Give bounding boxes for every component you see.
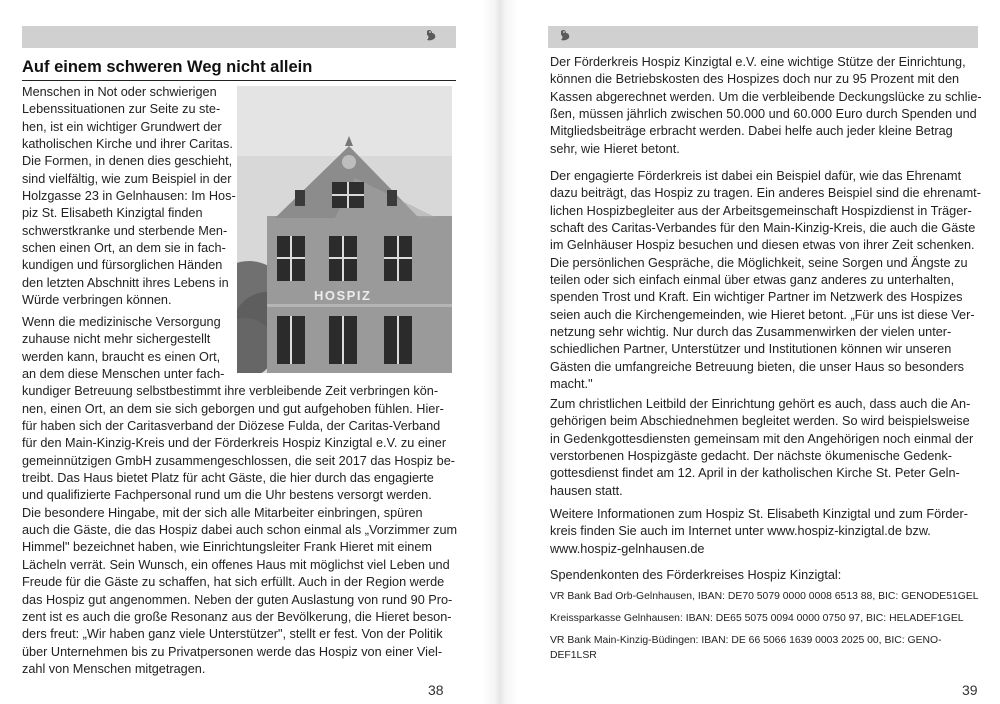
header-bar [22, 26, 456, 48]
text-line: dazu beiträgt, das Hospiz zu tragen. Ein anderes Beispiel sind die ehrenamt- [550, 186, 981, 201]
text-line: treibt. Das Haus bietet Platz für acht Gäste, die hier durch das engagierte [22, 471, 434, 486]
text-line: schiedlichen Partner, Unterstützer und Institutionen können wir unseren [550, 342, 952, 357]
text-line: Der Förderkreis Hospiz Kinzigtal e.V. eine wichtige Stütze der Einrichtung, [550, 55, 966, 69]
bank-account-kreissparkasse [550, 611, 964, 626]
intro-paragraph [22, 84, 236, 309]
text-line: über Unternehmen bis zu Privatpersonen werde das Hospiz von einer Viel- [22, 644, 443, 659]
text-line: an dem diese Menschen unter fach- [22, 367, 225, 382]
text-line: katholischen Kirche und ihrer Caritas. [22, 137, 233, 152]
text-line: das Hospiz gut angenommen. Neben der guten Auslastung von rund 90 Pro- [22, 592, 453, 607]
text-line: Lebenssituationen zur Seite zu ste- [22, 102, 221, 117]
paragraph-foerderkreis [550, 54, 982, 158]
text-line: ders freut: „Wir haben ganz viele Unterstützer", stellt er fest. Von der Politik [22, 627, 443, 642]
text-line: werden kann, braucht es einen Ort, [22, 349, 221, 364]
right-page [518, 0, 1000, 704]
text-line: für den Main-Kinzig-Kreis und der Förderkreis Hospiz Kinzigtal e.V. zu einer [22, 436, 447, 451]
text-line: Der engagierte Förderkreis ist dabei ein Beispiel dafür, wie das Ehrenamt [550, 169, 962, 183]
text-line: gemeinnützigen GmbH zusammengeschlossen, die seit 2017 das Hospiz be- [22, 453, 456, 468]
text-line: ßen, müssen jährlich zwischen 50.000 und 60.000 Euro durch Spenden und [550, 107, 977, 122]
text-line: in Gedenkgottesdiensten gemeinsam mit den Angehörigen noch einmal der [550, 431, 974, 446]
paragraph-ehrenamt [550, 168, 981, 393]
text-line: Himmel" bezeichnet haben, wie Einrichtungsleiter Frank Hieret mit einem [22, 540, 432, 555]
text-line: lichen Hospizbegleiter aus der Arbeitsgemeinschaft Hospizdienst in Träger- [550, 203, 972, 218]
text-line: Freude für die Gäste zu schaffen, hat sich erfüllt. Auch in der Region werde [22, 575, 445, 590]
text-line: piz St. Elisabeth Kinzigtal finden [22, 206, 203, 221]
text-line: schen einen Ort, an dem sie in fach- [22, 241, 226, 256]
article-title: Auf einem schweren Weg nicht allein [22, 58, 313, 76]
text-line: auch die Gäste, die das Hospiz dabei auch schon einmal als „Vorzimmer zum [22, 523, 458, 538]
header-bar [548, 26, 978, 48]
page-number: 39 [962, 682, 978, 698]
text-line: für haben sich der Caritasverband der Diözese Fulda, der Caritas-Verband [22, 419, 441, 434]
text-line: Holzgasse 23 in Gelnhausen: Im Hos- [22, 189, 236, 204]
account-line: Kreissparkasse Gelnhausen: IBAN: DE65 5075 0094 0000 0750 97, BIC: HELADEF1GEL [550, 613, 964, 624]
text-line: Kassen abgerechnet werden. Um die verbleibende Deckungslücke zu schlie- [550, 89, 982, 104]
title-rule [22, 80, 456, 81]
text-line: im Gelnhäuser Hospiz besuchen und diesen etwas von ihrer Zeit schenken. [550, 238, 975, 253]
account-line: VR Bank Main-Kinzig-Büdingen: IBAN: DE 66 5066 1639 0003 2025 00, BIC: GENO- [550, 635, 942, 646]
text-line: Würde verbringen können. [22, 293, 172, 308]
text-line: sind vielfältig, wie zum Beispiel in der [22, 171, 232, 186]
dove-emblem-icon [424, 28, 438, 44]
text-line: Mitgliedsbeiträge erbracht werden. Dabei helfe auch jeder kleine Betrag [550, 124, 953, 139]
text-line: können die Betriebskosten des Hospizes doch nur zu 95 Prozent mit den [550, 72, 960, 87]
account-line: DEF1LSR [550, 650, 597, 661]
text-line: gottesdienst findet am 12. April in der katholischen Kirche St. Peter Geln- [550, 466, 960, 481]
text-line: macht." [550, 377, 593, 392]
page-number: 38 [428, 682, 444, 698]
left-page [0, 0, 482, 704]
text-line: kreis finden Sie auch im Internet unter www.hospiz-kinzigtal.de bzw. [550, 524, 931, 539]
text-line: Die persönlichen Gespräche, die Möglichkeit, seine Sorgen und Ängste zu [550, 255, 968, 270]
text-line: Wenn die medizinische Versorgung [22, 315, 221, 329]
text-line: nen, einen Ort, an dem sie sich geborgen und gut aufgehoben fühlen. Hier- [22, 401, 444, 416]
text-line: spenden Trost und Kraft. Ein wichtiger Partner im Netzwerk des Hospizes [550, 290, 963, 305]
text-line: kundigen und fürsorglichen Händen [22, 258, 223, 273]
book-gutter [482, 0, 518, 704]
paragraph-gedenkgottesdienst [550, 396, 973, 500]
text-line: netzung sehr wichtig. Nur durch das Zusammenwirken der vielen unter- [550, 325, 952, 340]
text-line: schwerstkranke und sterbende Men- [22, 223, 228, 238]
text-line: den letzten Abschnitt ihres Lebens in [22, 275, 229, 290]
text-line: zahl von Menschen mitgetragen. [22, 661, 206, 676]
paragraph-weitere-informationen [550, 506, 968, 558]
account-line: VR Bank Bad Orb-Gelnhausen, IBAN: DE70 5079 0000 0008 6513 88, BIC: GENODE51GEL [550, 591, 979, 602]
text-line: Weitere Informationen zum Hospiz St. Elisabeth Kinzigtal und zum Förder- [550, 507, 968, 521]
bank-account-vr-bank-main-kinzig [550, 633, 942, 663]
text-line: Die Formen, in denen dies geschieht, [22, 154, 233, 169]
text-line: kundiger Betreuung selbstbestimmt ihre verbleibende Zeit verbringen kön- [22, 384, 439, 399]
bank-account-vr-bank-bad-orb [550, 589, 979, 604]
text-line: sehr, wie Hieret betont. [550, 141, 680, 156]
dove-emblem-icon [558, 28, 572, 44]
text-line: www.hospiz-gelnhausen.de [550, 541, 705, 556]
text-line: zuhause nicht mehr sichergestellt [22, 332, 211, 347]
text-line: Zum christlichen Leitbild der Einrichtung gehört es auch, dass auch die An- [550, 397, 971, 411]
text-line: verstorbenen Hospizgäste gedacht. Der nächste ökumenische Gedenk- [550, 449, 952, 464]
text-line: gehörigen beim Abschiednehmen begleitet werden. So wird beispielsweise [550, 414, 970, 429]
text-line: Lächeln verrät. Sein Wunsch, ein offenes Haus mit möglichst viel Leben und [22, 557, 450, 572]
text-line: hen, ist ein wichtiger Grundwert der [22, 119, 222, 134]
text-line: Menschen in Not oder schwierigen [22, 85, 217, 99]
text-line: und qualifizierte Fachpersonal rund um die Uhr bestens versorgt werden. [22, 488, 432, 503]
text-line: Die besondere Hingabe, mit der sich alle Mitarbeiter einbringen, spüren [22, 505, 423, 520]
text-line: teilen oder sich einfach einmal über etwas ganz anderes zu unterhalten, [550, 273, 955, 288]
hospiz-sign: HOSPIZ [314, 288, 372, 303]
accounts-heading: Spendenkonten des Förderkreises Hospiz Kinzigtal: [550, 568, 842, 582]
text-line: Gästen die umfangreiche Betreuung bieten, die unser Haus so besonders [550, 359, 965, 374]
text-line: hausen statt. [550, 483, 623, 498]
text-line: seien auch die Kirchengemeinden, wie Hieret betont. „Für uns ist diese Ver- [550, 307, 975, 322]
text-line: zent ist es auch die große Resonanz aus der Bevölkerung, die Hieret beson- [22, 609, 452, 624]
hospiz-building-photo [237, 86, 452, 373]
text-line: schaft des Caritas-Verbandes für den Main-Kinzig-Kreis, die auch die Gäste [550, 221, 976, 236]
